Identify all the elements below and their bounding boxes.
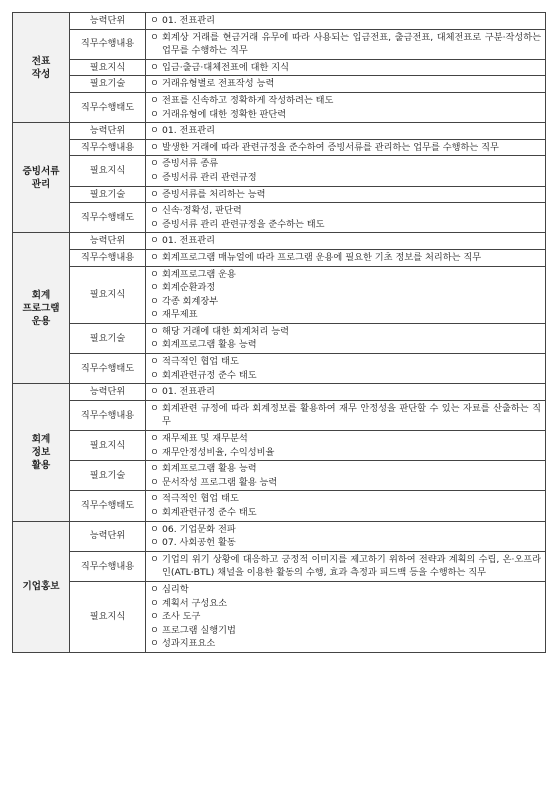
job-unit-title: 전표 작성 xyxy=(13,13,70,123)
bullet-text: 01. 전표관리 xyxy=(162,15,216,26)
bullet-mark: ㅇ xyxy=(150,251,159,263)
bullet-mark: ㅇ xyxy=(150,537,159,549)
row-content xyxy=(146,233,546,250)
competency-row xyxy=(13,203,546,233)
bullet-text: 재무안정성비율, 수익성비율 xyxy=(162,446,275,458)
competency-row xyxy=(13,551,546,581)
row-label: 능력단위 xyxy=(70,521,146,551)
bullet-item xyxy=(150,402,541,429)
competency-row xyxy=(13,139,546,156)
row-label: 직무수행내용 xyxy=(70,249,146,266)
bullet-text: 적극적인 협업 태도 xyxy=(162,493,239,505)
bullet-item xyxy=(150,610,541,624)
bullet-item xyxy=(150,325,541,339)
row-label: 직무수행태도 xyxy=(70,203,146,233)
bullet-text: 01. 전표관리 xyxy=(162,235,216,247)
bullet-mark: ㅇ xyxy=(150,638,159,650)
bullet-mark: ㅇ xyxy=(150,597,159,609)
bullet-mark: ㅇ xyxy=(150,235,159,247)
bullet-text: 성과지표요소 xyxy=(162,638,216,650)
bullet-item xyxy=(150,553,541,580)
bullet-mark: ㅇ xyxy=(150,583,159,595)
row-content xyxy=(146,59,546,76)
bullet-item xyxy=(150,171,541,185)
row-label: 직무수행내용 xyxy=(70,400,146,430)
row-label: 필요기술 xyxy=(70,461,146,491)
bullet-mark: ㅇ xyxy=(150,31,159,43)
bullet-mark: ㅇ xyxy=(150,369,159,381)
competency-row xyxy=(13,521,546,551)
row-content xyxy=(146,266,546,323)
bullet-mark: ㅇ xyxy=(150,171,159,183)
job-unit-title: 회계 정보 활용 xyxy=(13,384,70,521)
bullet-item xyxy=(150,432,541,446)
bullet-item xyxy=(150,492,541,506)
competency-table-body xyxy=(13,13,546,653)
row-label: 필요지식 xyxy=(70,156,146,186)
row-label: 직무수행태도 xyxy=(70,491,146,521)
bullet-text: 07. 사회공헌 활동 xyxy=(162,537,236,549)
bullet-text: 해당 거래에 대한 회계처리 능력 xyxy=(162,325,290,337)
competency-row xyxy=(13,491,546,521)
bullet-item xyxy=(150,218,541,232)
bullet-item xyxy=(150,385,541,399)
row-label: 능력단위 xyxy=(70,123,146,140)
competency-row xyxy=(13,266,546,323)
competency-row xyxy=(13,13,546,30)
bullet-item xyxy=(150,295,541,309)
row-content xyxy=(146,400,546,430)
row-content xyxy=(146,551,546,581)
bullet-item xyxy=(150,523,541,537)
bullet-item xyxy=(150,188,541,202)
bullet-mark: ㅇ xyxy=(150,108,159,120)
bullet-mark: ㅇ xyxy=(150,433,159,445)
row-label: 필요지식 xyxy=(70,59,146,76)
bullet-mark: ㅇ xyxy=(150,624,159,636)
bullet-text: 회계상 거래를 현금거래 유무에 따라 사용되는 입금전표, 출금전표, 대체전표로 구분·작성하는 업무를 수행하는 직무 xyxy=(162,31,541,57)
competency-row xyxy=(13,400,546,430)
row-label: 능력단위 xyxy=(70,233,146,250)
bullet-mark: ㅇ xyxy=(150,523,159,535)
bullet-item xyxy=(150,308,541,322)
row-content xyxy=(146,249,546,266)
row-content xyxy=(146,139,546,156)
row-content xyxy=(146,581,546,652)
competency-row xyxy=(13,29,546,59)
bullet-text: 심리학 xyxy=(162,583,189,595)
row-label: 필요지식 xyxy=(70,431,146,461)
bullet-item xyxy=(150,251,541,265)
bullet-mark: ㅇ xyxy=(150,94,159,106)
bullet-text: 회계관련규정 준수 태도 xyxy=(162,507,257,518)
bullet-item xyxy=(150,234,541,248)
bullet-item xyxy=(150,536,541,550)
bullet-mark: ㅇ xyxy=(150,15,159,26)
job-unit-title: 회계 프로그램 운용 xyxy=(13,233,70,384)
bullet-text: 증빙서류 관리 관련규정 xyxy=(162,171,257,183)
bullet-item xyxy=(150,77,541,91)
bullet-mark: ㅇ xyxy=(150,158,159,170)
bullet-item xyxy=(150,157,541,171)
row-content xyxy=(146,29,546,59)
bullet-text: 회계관련규정 준수 태도 xyxy=(162,369,257,381)
bullet-item xyxy=(150,94,541,108)
bullet-text: 적극적인 협업 태도 xyxy=(162,356,239,368)
bullet-item xyxy=(150,355,541,369)
bullet-item xyxy=(150,141,541,155)
row-content xyxy=(146,461,546,491)
row-content xyxy=(146,323,546,353)
bullet-item xyxy=(150,268,541,282)
row-content xyxy=(146,431,546,461)
competency-row xyxy=(13,233,546,250)
job-unit-title: 기업홍보 xyxy=(13,521,70,652)
competency-row xyxy=(13,354,546,384)
row-content xyxy=(146,92,546,122)
bullet-item xyxy=(150,204,541,218)
bullet-mark: ㅇ xyxy=(150,188,159,200)
bullet-mark: ㅇ xyxy=(150,446,159,458)
bullet-text: 기업의 위기 상황에 대응하고 긍정적 이미지를 제고하기 위하여 전략과 계획의 수립, 온·오프라인(ATL·BTL) 채널을 이용한 활동의 수행, 효과 측정과 피드백 등을 수행하는 직무 xyxy=(162,553,541,579)
bullet-item xyxy=(150,624,541,638)
bullet-mark: ㅇ xyxy=(150,141,159,153)
bullet-text: 증빙서류를 처리하는 능력 xyxy=(162,188,266,200)
bullet-item xyxy=(150,338,541,352)
bullet-text: 거래유형에 대한 정확한 판단력 xyxy=(162,108,287,120)
bullet-item xyxy=(150,369,541,383)
bullet-text: 회계프로그램 운용 xyxy=(162,268,236,280)
bullet-item xyxy=(150,281,541,295)
row-label: 필요지식 xyxy=(70,266,146,323)
bullet-item xyxy=(150,31,541,58)
bullet-item xyxy=(150,597,541,611)
bullet-mark: ㅇ xyxy=(150,339,159,351)
row-label: 능력단위 xyxy=(70,13,146,30)
bullet-mark: ㅇ xyxy=(150,402,159,414)
bullet-mark: ㅇ xyxy=(150,386,159,398)
row-content xyxy=(146,123,546,140)
competency-row xyxy=(13,384,546,401)
bullet-item xyxy=(150,506,541,520)
bullet-text: 입금·출금·대체전표에 대한 지식 xyxy=(162,61,290,73)
bullet-mark: ㅇ xyxy=(150,309,159,321)
bullet-mark: ㅇ xyxy=(150,507,159,518)
row-label: 직무수행내용 xyxy=(70,551,146,581)
row-label: 필요기술 xyxy=(70,76,146,93)
bullet-text: 06. 기업문화 전파 xyxy=(162,523,236,535)
row-label: 능력단위 xyxy=(70,384,146,401)
bullet-text: 재무제표 및 재무분석 xyxy=(162,433,248,445)
competency-row xyxy=(13,92,546,122)
row-label: 필요기술 xyxy=(70,186,146,203)
row-content xyxy=(146,384,546,401)
row-content xyxy=(146,491,546,521)
competency-row xyxy=(13,123,546,140)
bullet-item xyxy=(150,61,541,75)
bullet-mark: ㅇ xyxy=(150,268,159,280)
row-label: 직무수행내용 xyxy=(70,29,146,59)
row-content xyxy=(146,203,546,233)
bullet-mark: ㅇ xyxy=(150,356,159,368)
bullet-text: 재무제표 xyxy=(162,309,198,321)
competency-row xyxy=(13,323,546,353)
bullet-mark: ㅇ xyxy=(150,476,159,488)
bullet-item xyxy=(150,637,541,651)
competency-row xyxy=(13,249,546,266)
bullet-text: 발생한 거래에 따라 관련규정을 준수하여 증빙서류를 관리하는 업무를 수행하는 직무 xyxy=(162,141,499,153)
competency-row xyxy=(13,461,546,491)
bullet-item xyxy=(150,583,541,597)
row-label: 필요기술 xyxy=(70,323,146,353)
row-label: 직무수행내용 xyxy=(70,139,146,156)
bullet-item xyxy=(150,462,541,476)
row-label: 직무수행태도 xyxy=(70,92,146,122)
bullet-mark: ㅇ xyxy=(150,61,159,73)
row-content xyxy=(146,521,546,551)
row-content xyxy=(146,13,546,30)
bullet-text: 회계프로그램 활용 능력 xyxy=(162,339,257,351)
competency-sheet xyxy=(12,12,545,653)
bullet-text: 전표를 신속하고 정확하게 작성하려는 태도 xyxy=(162,94,334,106)
bullet-mark: ㅇ xyxy=(150,78,159,90)
bullet-text: 각종 회계장부 xyxy=(162,295,219,307)
bullet-text: 회계프로그램 활용 능력 xyxy=(162,463,257,475)
bullet-item xyxy=(150,446,541,460)
bullet-item xyxy=(150,108,541,122)
bullet-text: 01. 전표관리 xyxy=(162,125,216,137)
bullet-mark: ㅇ xyxy=(150,493,159,505)
competency-row xyxy=(13,431,546,461)
row-content xyxy=(146,156,546,186)
bullet-text: 신속·정확성, 판단력 xyxy=(162,205,242,217)
bullet-mark: ㅇ xyxy=(150,295,159,307)
bullet-text: 거래유형별로 전표작성 능력 xyxy=(162,78,275,90)
job-unit-title: 증빙서류 관리 xyxy=(13,123,70,233)
bullet-item xyxy=(150,14,541,28)
bullet-text: 회계관련 규정에 따라 회계정보를 활용하여 재무 안정성을 판단할 수 있는 자료를 산출하는 직무 xyxy=(162,402,541,428)
competency-row xyxy=(13,59,546,76)
bullet-item xyxy=(150,124,541,138)
bullet-mark: ㅇ xyxy=(150,125,159,137)
bullet-mark: ㅇ xyxy=(150,325,159,337)
bullet-item xyxy=(150,476,541,490)
bullet-text: 01. 전표관리 xyxy=(162,386,216,398)
bullet-mark: ㅇ xyxy=(150,205,159,217)
bullet-text: 프로그램 실행기법 xyxy=(162,624,236,636)
bullet-mark: ㅇ xyxy=(150,611,159,623)
competency-table xyxy=(12,12,546,653)
competency-row xyxy=(13,186,546,203)
bullet-mark: ㅇ xyxy=(150,463,159,475)
bullet-mark: ㅇ xyxy=(150,218,159,230)
competency-row xyxy=(13,156,546,186)
bullet-text: 회계순환과정 xyxy=(162,282,216,294)
row-content xyxy=(146,354,546,384)
bullet-text: 계획서 구성요소 xyxy=(162,597,228,609)
bullet-text: 조사 도구 xyxy=(162,611,201,623)
bullet-mark: ㅇ xyxy=(150,282,159,294)
row-content xyxy=(146,76,546,93)
bullet-text: 증빙서류 관리 관련규정을 준수하는 태도 xyxy=(162,218,325,230)
row-content xyxy=(146,186,546,203)
competency-row xyxy=(13,76,546,93)
row-label: 직무수행태도 xyxy=(70,354,146,384)
bullet-text: 문서작성 프로그램 활용 능력 xyxy=(162,476,278,488)
bullet-text: 증빙서류 종류 xyxy=(162,158,219,170)
bullet-text: 회계프로그램 매뉴얼에 따라 프로그램 운용에 필요한 기초 정보를 처리하는 직무 xyxy=(162,251,482,263)
bullet-mark: ㅇ xyxy=(150,553,159,565)
competency-row xyxy=(13,581,546,652)
row-label: 필요지식 xyxy=(70,581,146,652)
